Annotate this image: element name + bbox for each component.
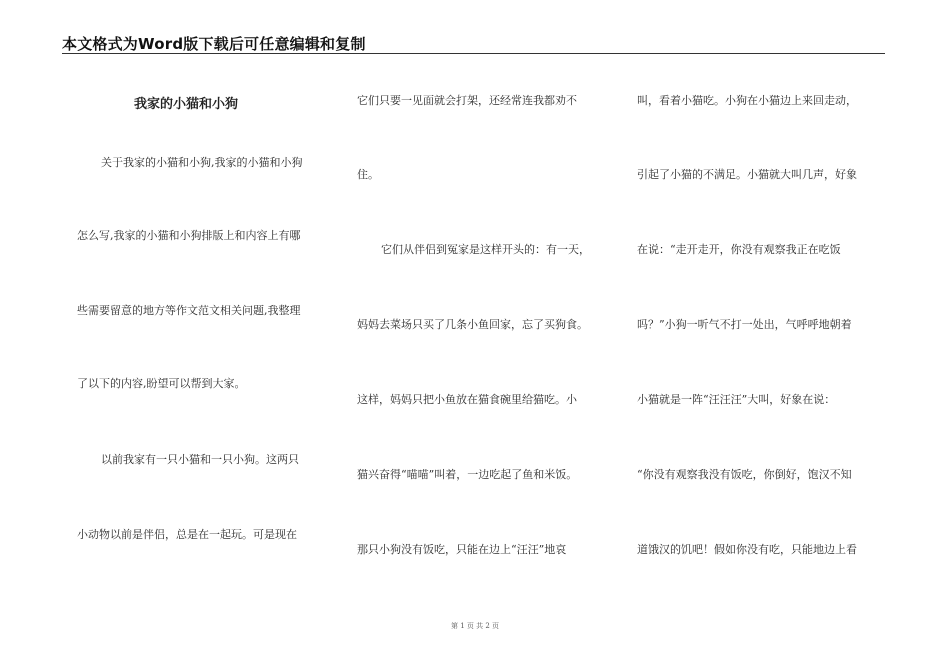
paragraph-line: 妈妈去菜场只买了几条小鱼回家，忘了买狗食。: [357, 318, 588, 331]
text-column-3: [637, 0, 887, 600]
paragraph-line: 这样，妈妈只把小鱼放在猫食碗里给猫吃。小: [357, 393, 577, 406]
paragraph-line: 在说：“走开走开，你没有观察我正在吃饭: [637, 243, 841, 256]
paragraph-line: 吗？”小狗一听气不打一处出，气呼呼地朝着: [637, 318, 852, 331]
paragraph-line: 引起了小猫的不满足。小猫就大叫几声，好象: [637, 168, 857, 181]
paragraph-line: 小动物以前是伴侣，总是在一起玩。可是现在: [77, 528, 297, 541]
page-number: 第 1 页 共 2 页: [450, 622, 500, 630]
text-column-2: [357, 0, 612, 600]
paragraph-line: 猫兴奋得“喵喵”叫着，一边吃起了鱼和米饭。: [357, 468, 578, 481]
document-header-title: 本文格式为Word版下载后可任意编辑和复制: [62, 35, 366, 53]
paragraph-line: 些需要留意的地方等作文范文相关问题,我整理: [77, 304, 301, 317]
paragraph-line: 那只小狗没有饭吃，只能在边上“汪汪”地哀: [357, 543, 567, 556]
paragraph-line: 怎么写,我家的小猫和小狗排版上和内容上有哪: [77, 229, 301, 242]
paragraph-line: 它们只要一见面就会打架，还经常连我都劝不: [357, 94, 577, 107]
paragraph-line: “你没有观察我没有饭吃，你倒好，饱汉不知: [637, 468, 852, 481]
text-column-1: [77, 0, 327, 600]
paragraph-line: 住。: [357, 168, 379, 181]
paragraph-line: 了以下的内容,盼望可以帮到大家。: [77, 377, 246, 390]
document-title: 我家的小猫和小狗: [134, 97, 239, 112]
paragraph-line: 叫，看着小猫吃。小狗在小猫边上来回走动，: [637, 94, 857, 107]
paragraph-line: 小猫就是一阵“汪汪汪”大叫，好象在说：: [637, 393, 836, 406]
paragraph-line: 它们从伴侣到冤家是这样开头的：有一天，: [381, 243, 590, 256]
paragraph-line: 道饿汉的饥吧！假如你没有吃，只能地边上看: [637, 543, 857, 556]
paragraph-line: 关于我家的小猫和小狗,我家的小猫和小狗: [101, 156, 303, 169]
paragraph-line: 以前我家有一只小猫和一只小狗。这两只: [101, 453, 299, 466]
